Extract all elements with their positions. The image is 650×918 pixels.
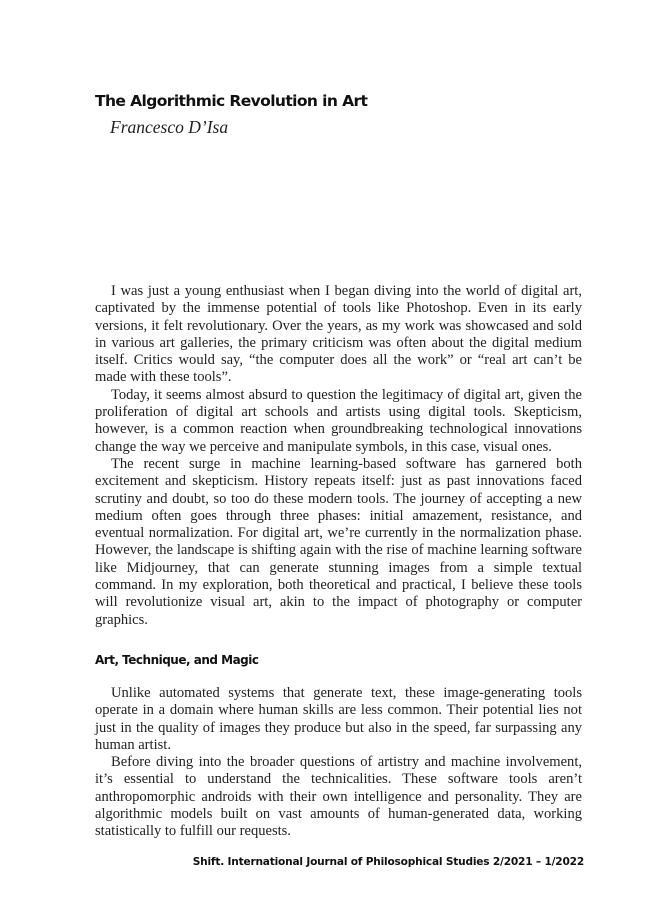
section-heading: Art, Technique, and Magic xyxy=(95,653,259,667)
journal-footer: Shift. International Journal of Philosophical Studies 2/2021 – 1/2022 xyxy=(192,856,584,868)
paragraph: Before diving into the broader questions of artistry and machine involvement, it’s essential to understand the technicalities. These software tools aren’t anthropomorphic androids with their own intelligence and personality. They are algorithmic models built on vast amounts of human-generated data, working statistically to fulfill our requests. xyxy=(95,754,582,840)
section-body xyxy=(95,685,582,841)
paragraph: The recent surge in machine learning-based software has garnered both excitement and skepticism. History repeats itself: just as past innovations faced scrutiny and doubt, so too do these modern tools. The journey of accepting a new medium often goes through three phases: initial amazement, resistance, and eventual normalization. For digital art, we’re currently in the normalization phase. However, the landscape is shifting again with the rise of machine learning software like Midjourney, that can generate stunning images from a simple textual command. In my exploration, both theoretical and practical, I believe these tools will revolutionize visual art, akin to the impact of photography or computer graphics. xyxy=(95,455,582,628)
article-title: The Algorithmic Revolution in Art xyxy=(95,92,368,110)
paragraph: Unlike automated systems that generate text, these image-generating tools operate in a domain where human skills are less common. Their potential lies not just in the quality of images they produce but also in the speed, far surpassing any human artist. xyxy=(95,685,582,753)
article-author: Francesco D’Isa xyxy=(110,117,229,137)
paragraph: I was just a young enthusiast when I began diving into the world of digital art, captivated by the immense potential of tools like Photoshop. Even in its early versions, it felt revolutionary. Over the years, as my work was showcased and sold in various art galleries, the primary criticism was often about the digital medium itself. Critics would say, “the computer does all the work” or “real art can’t be made with these tools”. xyxy=(95,283,582,386)
intro-body xyxy=(95,283,582,629)
paragraph: Today, it seems almost absurd to question the legitimacy of digital art, given the proliferation of digital art schools and artists using digital tools. Skepticism, however, is a common reaction when groundbreaking technological innovations change the way we perceive and manipulate symbols, in this case, visual ones. xyxy=(95,386,582,455)
